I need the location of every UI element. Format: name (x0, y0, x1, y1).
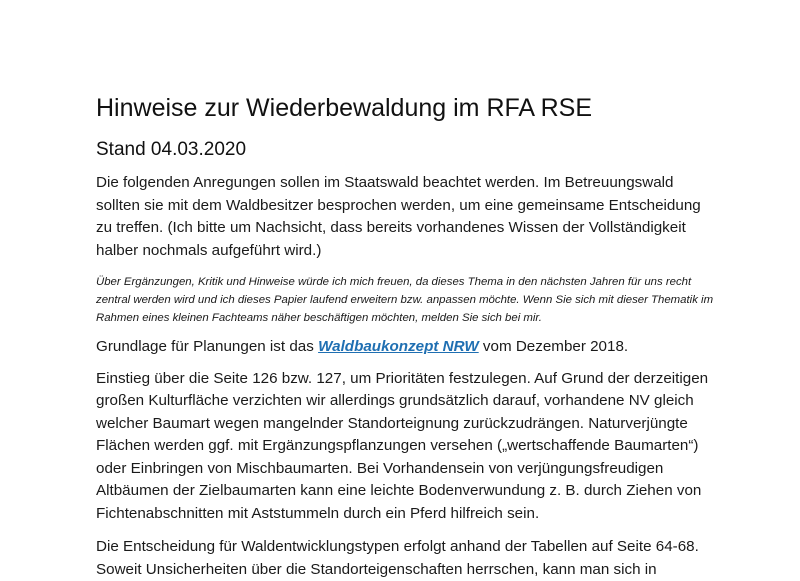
waldbaukonzept-link[interactable]: Waldbaukonzept NRW (318, 338, 479, 355)
priorities-paragraph: Einstieg über die Seite 126 bzw. 127, um Prioritäten festzulegen. Auf Grund der derzeitigen großen Kulturfläche verzichten wir allerdings grundsätzlich darauf, vorhandene NV gleich welcher Baumart wegen mangelnder Standorteignung zurückzudrängen. Naturverjüngte Flächen werden ggf. mit Ergänzungspflanzungen versehen („wertschaffende Baumarten“) oder Einbringen von Mischbaumarten. Bei Vorhandensein von verjüngungsfreudigen Altbäumen der Zielbaumarten kann eine leichte Bodenverwundung z. B. durch Ziehen von Fichtenabschnitten mit Aststummeln durch ein Pferd hilfreich sein. (96, 369, 709, 522)
feedback-note: Über Ergänzungen, Kritik und Hinweise würde ich mich freuen, da dieses Thema in den nächsten Jahren für uns recht zentral werden wird und ich dieses Papier laufend erweitern bzw. anpassen möchte. Wenn Sie sich mit dieser Thematik im Rahmen eines kleinen Fachteams näher beschäftigen möchten, melden Sie sich bei mir. (96, 276, 714, 324)
decision-paragraph: Die Entscheidung für Waldentwicklungstypen erfolgt anhand der Tabellen auf Seite 64-68. (96, 538, 699, 555)
intro-paragraph: Die folgenden Anregungen sollen im Staatswald beachtet werden. Im Betreuungswald sollten sie mit dem Waldbesitzer besprochen werden, um eine gemeinsame Entscheidung zu treffen. (Ich bitte um Nachsicht, dass bereits vorhandenes Wissen der Vollständigkeit halber nochmals aufgeführt wird.) (96, 174, 701, 259)
document-body (96, 92, 716, 578)
basis-prefix: Grundlage für Planungen ist das (96, 338, 314, 355)
cut-off-line: Soweit Unsicherheiten über die Standorteigenschaften herrschen, kann man sich in (96, 560, 657, 578)
basis-paragraph (96, 336, 716, 359)
document-title: Hinweise zur Wiederbewaldung im RFA RSE (96, 94, 593, 122)
document-date: Stand 04.03.2020 (96, 139, 247, 160)
basis-suffix: vom Dezember 2018. (482, 338, 629, 355)
